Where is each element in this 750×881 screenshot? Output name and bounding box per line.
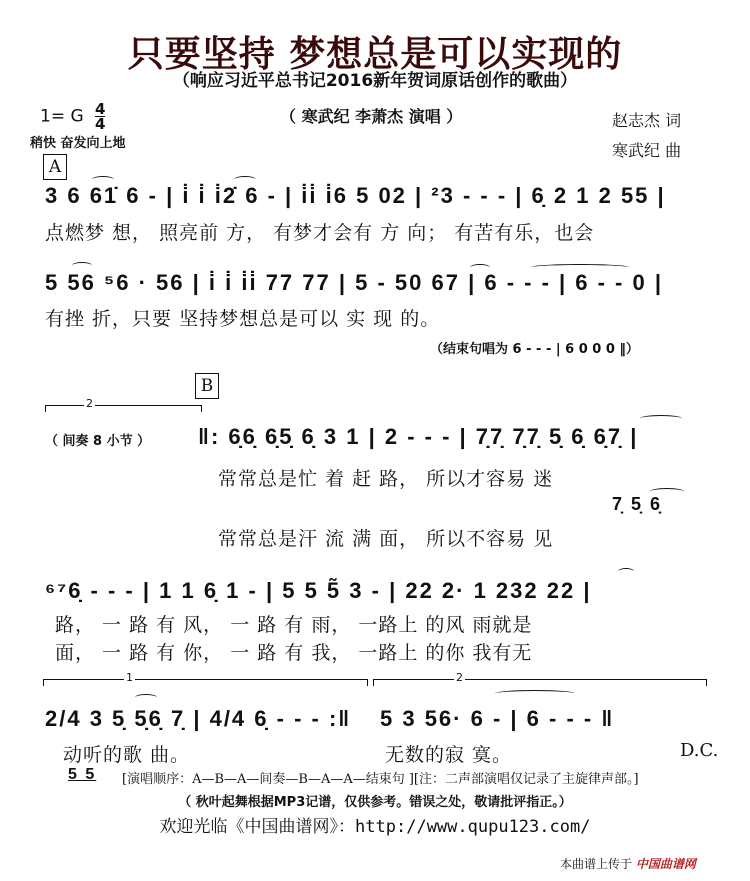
singers: （ 寒武纪 李萧杰 演唱 ）: [280, 107, 463, 126]
site-logo: 中国曲谱网: [635, 857, 696, 871]
time-signature: $\frac{4}{4}$: [95, 100, 106, 133]
slur: [72, 262, 92, 269]
staff-line-3-notes: ‖: 6̣6̣ 6̣5̣ 6̣ 3 1 | 2 - - - | 7̣7̣ 7̣7̣ 5̣ 6̣ 6̣7̣ |: [198, 424, 639, 449]
slur: [650, 488, 684, 495]
key-signature: [40, 102, 105, 131]
staff-line-3-lyrics-verse2: 常常总是汗 流 满 面， 所以不容易 见: [218, 528, 554, 550]
staff-line-1-lyrics: 点燃梦 想， 照亮前 方， 有梦才会有 方 向； 有苦有乐，也会: [45, 222, 595, 244]
transcription-disclaimer: （ 秋叶起舞根据MP3记谱，仅供参考。错误之处，敬请批评指正。）: [178, 795, 572, 810]
upload-label: 本曲谱上传于: [560, 857, 633, 871]
slur: [618, 568, 634, 575]
composer-credit: 寒武纪 曲: [612, 141, 682, 160]
staff-line-4-notes: ⁶⁷6̣ - - - | 1 1 6̣ 1 - | 5 5 5̃ 3 - | 22 2· 1 232 22 |: [45, 578, 592, 603]
volta-bracket-2: 2: [45, 405, 202, 412]
rehearsal-mark-a: A: [43, 154, 67, 180]
alternate-notes: 7̣ 5̣ 6̣: [612, 494, 663, 514]
staff-line-5-first-ending: 2/4 3 5̣ 5̣6̣ 7̣ | 4/4 6̣ - - - :‖: [45, 706, 352, 731]
slur: [495, 690, 575, 697]
volta-bracket-1: 1: [43, 679, 368, 686]
song-title: 只要坚持 梦想总是可以实现的: [127, 34, 623, 75]
staff-line-5-lyrics-2: 无数的寂 寞。: [385, 744, 513, 766]
welcome-link[interactable]: 欢迎光临《中国曲谱网》：http://www.qupu123.com/: [159, 817, 591, 837]
rehearsal-mark-b: B: [195, 373, 219, 399]
lyricist-credit: 赵志杰 词: [612, 111, 682, 130]
slur: [92, 176, 114, 183]
staff-line-5-lyrics-1: 动听的歌 曲。: [63, 744, 191, 766]
ending-phrase-note: （结束句唱为 6 - - - | 6 0 0 0 ‖）: [430, 342, 639, 357]
staff-line-5-second-ending: 5 3 56· 6 - | 6 - - - ‖: [380, 706, 615, 731]
key-label: 1= G: [40, 106, 84, 127]
slur: [135, 694, 157, 701]
performance-order-note: [演唱顺序：A—B—A—间奏—B—A—A—结束句 ][注：二声部演唱仅记录了主旋律声部。]: [122, 772, 639, 787]
song-subtitle: （响应习近平总书记2016新年贺词原话创作的歌曲）: [172, 71, 578, 91]
slur: [470, 264, 490, 271]
upload-credit: [560, 855, 696, 872]
interlude-label: （ 间奏 8 小节 ）: [45, 434, 151, 449]
staff-line-1-notes: 3 6 61̇ 6 - | i̇ i̇ i̇2̇ 6 - | i̇i̇ i̇6 5 02 | ²3 - - - | 6̣ 2 1 2 55 |: [45, 183, 666, 208]
staff-line-4-lyrics-verse2: 面， 一 路 有 你， 一 路 有 我， 一路上 的你 我有无: [55, 642, 533, 664]
slur: [234, 176, 256, 183]
slur: [530, 264, 630, 271]
staff-line-4-lyrics-verse1: 路， 一 路 有 风， 一 路 有 雨， 一路上 的风 雨就是: [55, 614, 533, 636]
volta-bracket-2-ending: 2: [373, 679, 707, 686]
slur: [640, 415, 682, 422]
staff-line-2-notes: 5 56 ⁵6 · 56 | i̇ i̇ i̇i̇ 77 77 | 5 - 50 67 | 6 - - - | 6 - - 0 |: [45, 270, 663, 295]
pickup-notes: 5 5: [68, 766, 97, 783]
da-capo-marking: D.C.: [680, 740, 719, 761]
staff-line-3-lyrics-verse1: 常常总是忙 着 赶 路， 所以才容易 迷: [218, 468, 554, 490]
staff-line-2-lyrics: 有挫 折，只要 坚持梦想总是可以 实 现 的。: [45, 308, 441, 330]
tempo-marking: 稍快 奋发向上地: [30, 136, 126, 151]
